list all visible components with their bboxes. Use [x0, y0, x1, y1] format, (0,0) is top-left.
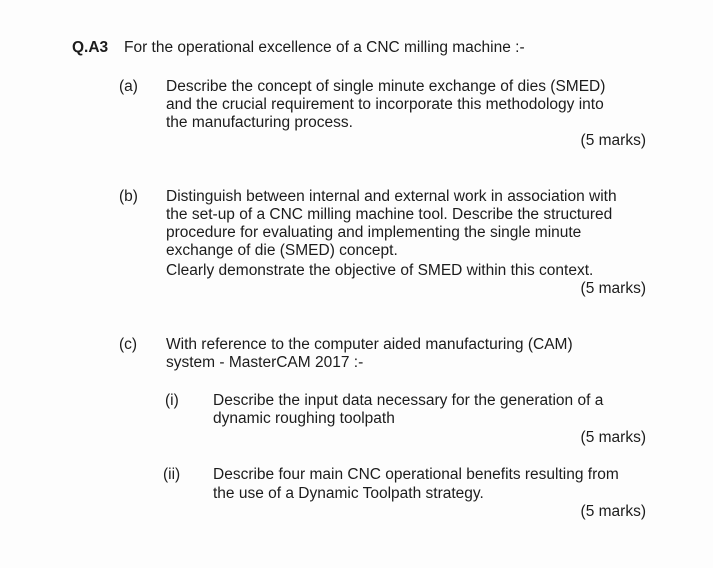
part-c-i-line-1: Describe the input data necessary for the generation of a — [213, 392, 604, 409]
part-c-ii-line-2: the use of a Dynamic Toolpath strategy. — [213, 485, 484, 502]
part-a-marks: (5 marks) — [580, 132, 646, 149]
part-c-line-2: system - MasterCAM 2017 :- — [166, 354, 364, 371]
part-c-i-marks: (5 marks) — [580, 429, 646, 446]
part-b-line-3: procedure for evaluating and implementing the single minute — [166, 224, 582, 241]
part-c-ii-marks: (5 marks) — [580, 503, 646, 520]
part-b-line-5: Clearly demonstrate the objective of SMED within this context. — [166, 262, 594, 279]
part-b-line-2: the set-up of a CNC milling machine tool. Describe the structured — [166, 206, 613, 223]
part-b-label: (b) — [119, 188, 138, 205]
question-number: Q.A3 — [72, 39, 109, 56]
part-c-label: (c) — [119, 336, 138, 353]
part-c-ii-line-1: Describe four main CNC operational benefits resulting from — [213, 466, 619, 483]
part-a-line-3: the manufacturing process. — [166, 114, 353, 131]
part-b-line-4: exchange of die (SMED) concept. — [166, 242, 398, 259]
part-a-label: (a) — [119, 78, 138, 95]
part-a-line-1: Describe the concept of single minute exchange of dies (SMED) — [166, 78, 606, 95]
part-b-marks: (5 marks) — [580, 280, 646, 297]
part-b-line-1: Distinguish between internal and external work in association with — [166, 188, 617, 205]
part-c-i-line-2: dynamic roughing toolpath — [213, 410, 395, 427]
question-title: For the operational excellence of a CNC milling machine :- — [124, 39, 525, 56]
part-c-ii-label: (ii) — [163, 466, 181, 483]
part-a-line-2: and the crucial requirement to incorporate this methodology into — [166, 96, 604, 113]
part-c-i-label: (i) — [165, 392, 179, 409]
part-c-line-1: With reference to the computer aided manufacturing (CAM) — [166, 336, 573, 353]
